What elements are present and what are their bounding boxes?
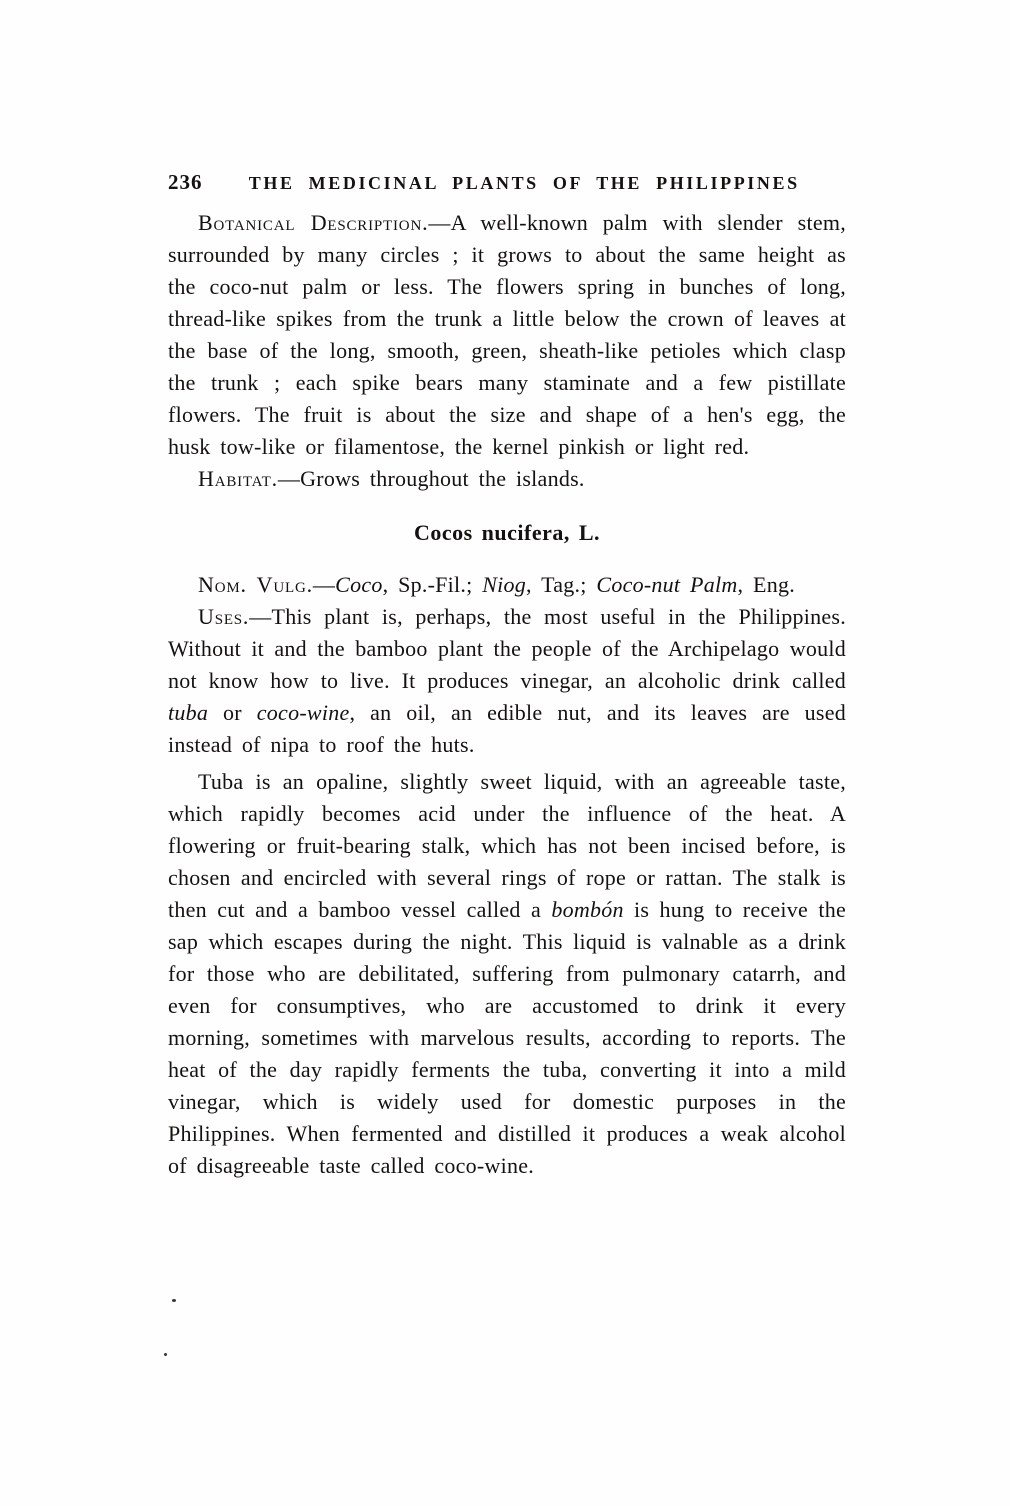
page-number: 236	[168, 170, 203, 194]
text-segment-smallcaps: Nom. Vulg.	[198, 572, 313, 597]
paragraph-uses	[168, 601, 846, 761]
text-segment-smallcaps: Habitat.	[198, 466, 278, 491]
text-segment-italic: bombón	[551, 897, 624, 922]
paragraph-nom-vulg	[168, 569, 846, 601]
scan-speck	[164, 1353, 167, 1356]
text-segment-smallcaps: Botanical Description.	[198, 210, 429, 235]
text-segment-normal: , Sp.-Fil.;	[382, 572, 483, 597]
paragraph-tuba	[168, 766, 846, 1182]
text-segment-normal: is hung to receive the sap which escapes during the night. This liquid is valnable as a drink for those who are debilitated, suffering from pulmonary catarrh, and even for consumptives, who are accustomed to drink it every morning, sometimes with marvelous results, according to reports. The heat of the day rapidly ferments the tuba, converting it into a mild vinegar, which is widely used for domestic purposes in the Philippines. When fermented and distilled it produces a weak alcohol of disagreeable taste called coco-wine.	[168, 897, 846, 1178]
text-segment-smallcaps: Uses.	[198, 604, 250, 629]
text-segment-normal: or	[208, 700, 257, 725]
text-segment-italic: Coco	[335, 572, 383, 597]
text-segment-normal: , Tag.;	[526, 572, 597, 597]
text-segment-normal: , Eng.	[737, 572, 795, 597]
text-segment-normal: , an oil, an edible nut, and its leaves are used instead of nipa to roof the huts.	[168, 700, 846, 757]
running-title: THE MEDICINAL PLANTS OF THE PHILIPPINES	[248, 173, 800, 193]
text-segment-italic: coco-wine	[256, 700, 350, 725]
scan-speck	[172, 1299, 176, 1302]
paragraph-habitat	[168, 463, 846, 495]
text-segment-normal: Tuba is an opaline, slightly sweet liquid, with an agreeable taste, which rapidly becomes acid under the influence of the heat. A flowering or fruit-bearing stalk, which has not been incised before, is chosen and encircled with several rings of rope or rattan. The stalk is then cut and a bamboo vessel called a	[168, 769, 846, 922]
text-segment-normal: —A well-known palm with slender stem, surrounded by many circles ; it grows to about the same height as the coco-nut palm or less. The flowers spring in bunches of long, thread-like spikes from the trunk a little below the crown of leaves at the base of the long, smooth, green, sheath-like petioles which clasp the trunk ; each spike bears many staminate and a few pistillate flowers. The fruit is about the size and shape of a hen's egg, the husk tow-like or filamentose, the kernel pinkish or light red.	[168, 210, 846, 459]
text-segment-italic: Niog	[482, 572, 527, 597]
species-heading: Cocos nucifera, L.	[413, 520, 601, 545]
page-header	[168, 170, 846, 195]
text-segment-normal: —	[312, 572, 336, 597]
text-segment-normal: —Grows throughout the islands.	[277, 466, 585, 491]
text-segment-italic: Coco-nut Palm	[596, 572, 738, 597]
text-segment-italic: tuba	[168, 700, 209, 725]
paragraph-botanical-description	[168, 207, 846, 463]
page-body	[168, 207, 846, 1182]
text-segment-normal: —This plant is, perhaps, the most useful in the Philippines. Without it and the bamboo plant the people of the Archipelago would not know how to live. It produces vinegar, an alcoholic drink called	[168, 604, 846, 693]
